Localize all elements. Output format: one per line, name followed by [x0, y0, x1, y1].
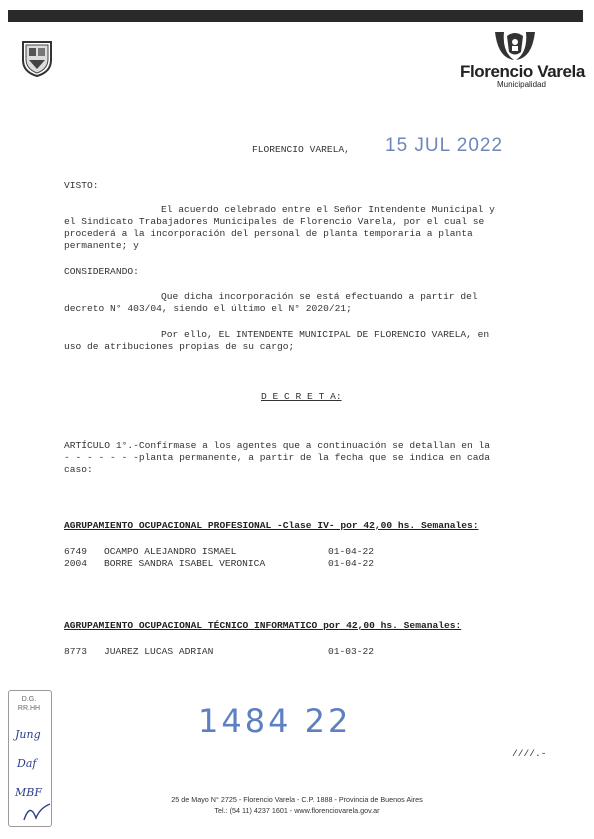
table-row: [64, 558, 87, 570]
considerando-label: CONSIDERANDO:: [64, 266, 139, 277]
dateline-place: FLORENCIO VARELA,: [252, 144, 350, 155]
logo-subtitle: Municipalidad: [497, 80, 546, 89]
articulo-line: caso:: [64, 464, 93, 475]
row-legajo: 8773: [64, 646, 88, 657]
continuation-mark: ////.-: [512, 748, 547, 759]
footer-contact: Tel.: (54 11) 4237 1601 - www.florenciovarela.gov.ar: [214, 806, 380, 815]
logo-title: Florencio Varela: [460, 62, 585, 81]
visto-label: VISTO:: [64, 180, 99, 191]
visto-line: El acuerdo celebrado entre el Señor Intendente Municipal y: [161, 204, 495, 215]
row-name: JUAREZ LUCAS ADRIAN: [104, 646, 214, 657]
footer-address: 25 de Mayo N° 2725 - Florencio Varela - C.P. 1888 - Provincia de Buenos Aires: [171, 795, 423, 804]
articulo-line: ARTÍCULO 1°.-Confírmase a los agentes que a continuación se detallan en la: [64, 440, 491, 451]
table-row: [64, 646, 87, 658]
row-legajo: 2004: [64, 558, 88, 569]
decreta-heading: D E C R E T A:: [261, 391, 342, 402]
visto-line: procederá a la incorporación del personal de planta temporaria a planta: [64, 228, 473, 239]
initial-signature: MBF: [15, 786, 42, 799]
florencio-varela-logo-icon: [490, 30, 540, 64]
margin-label: RR.HH: [17, 705, 41, 712]
considerando-line: decreto N° 403/04, siendo el último el N° 2020/21;: [64, 303, 352, 314]
margin-label: D.G.: [21, 696, 37, 703]
municipal-crest-icon: [20, 38, 54, 78]
top-scan-bar: [8, 10, 583, 22]
visto-line: permanente; y: [64, 240, 139, 251]
group-heading-tecnico: AGRUPAMIENTO OCUPACIONAL TÉCNICO INFORMATICO por 42,00 hs. Semanales:: [64, 620, 462, 631]
row-date: 01-03-22: [328, 646, 375, 657]
considerando-line: Que dicha incorporación se está efectuando a partir del: [161, 291, 478, 302]
date-stamp: 15 JUL 2022: [385, 135, 504, 156]
row-date: 01-04-22: [328, 558, 375, 569]
row-name: BORRE SANDRA ISABEL VERONICA: [104, 558, 266, 569]
visto-line: el Sindicato Trabajadores Municipales de Florencio Varela, por el cual se: [64, 216, 485, 227]
decree-number-stamp: 1484 22: [198, 702, 352, 740]
row-date: 01-04-22: [328, 546, 375, 557]
por-ello-line: Por ello, EL INTENDENTE MUNICIPAL DE FLORENCIO VARELA, en: [161, 329, 490, 340]
table-row: [64, 546, 87, 558]
initial-signature: Daf: [17, 757, 37, 770]
initial-signature: Jung: [15, 728, 41, 741]
group-heading-profesional: AGRUPAMIENTO OCUPACIONAL PROFESIONAL -Clase IV- por 42,00 hs. Semanales:: [64, 520, 479, 531]
articulo-line: - - - - - - -planta permanente, a partir de la fecha que se indica en cada: [64, 452, 491, 463]
row-name: OCAMPO ALEJANDRO ISMAEL: [104, 546, 237, 557]
row-legajo: 6749: [64, 546, 88, 557]
por-ello-line: uso de atribuciones propias de su cargo;: [64, 341, 295, 352]
